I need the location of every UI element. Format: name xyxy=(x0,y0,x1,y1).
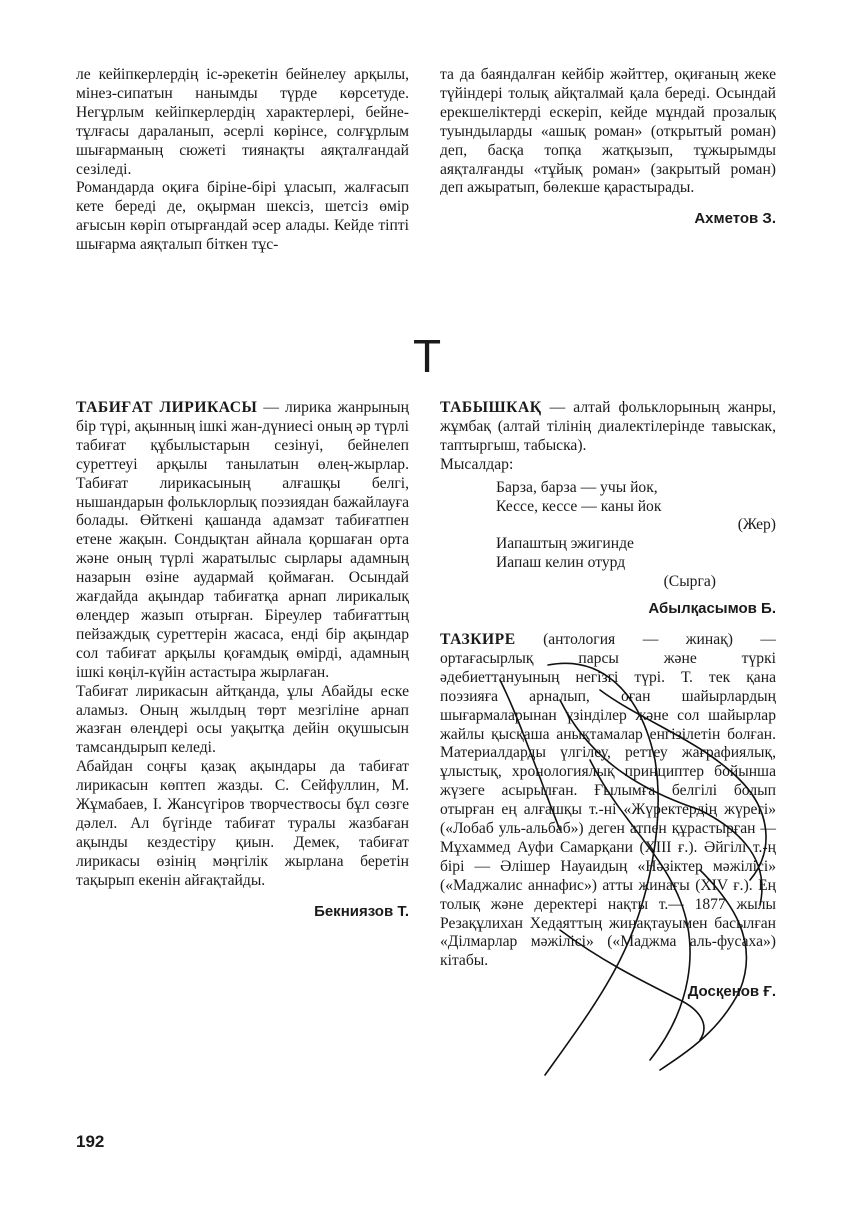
paragraph xyxy=(440,399,776,456)
right-lower-column xyxy=(440,399,776,1002)
entry-term: ТАЗКИРЕ xyxy=(440,630,516,648)
verse-block xyxy=(496,479,776,592)
verse-answer: (Сырга) xyxy=(663,573,716,591)
examples-label: Мысалдар: xyxy=(440,455,514,473)
paragraph: Абайдан соңғы қазақ ақындары да табиғат лирикасын көптеп жазды. С. Сейфуллин, М. Жұмабаев, І. Жансүгіров творчествосы бұл сөзге дәлел. Ал бүгінде табиғат туралы жазбаған ақынды кездестіру қиын. Демек, табиғат лирикасы өзінің мәңгілік жырлана беретін тақырып екенін айғақтайды. xyxy=(76,758,409,889)
paragraph: Табиғат лирикасын айтқанда, ұлы Абайды еске аламыз. Оның жылдың төрт мезгіліне арнап жазған өлеңдері осы уақытқа дейін оқушысын тамсандырып келеді. xyxy=(76,682,409,757)
entry-text: (антология — жинақ) — ортағасырлық парсы және түркі әдебиеттануының негізгі түрі. Т. тек қана поэзияға арналып, оған шайырлардың шығармаларынан үзінділер және сол шайырлар жайлы қысқаша анықтамалар енгізілетін болған. Материалдарды үлгілеу, реттеу жағрафиялық, ұлыстық, хронологиялық принциптер бойынша жүзеге асырылған. Ғылымға белгілі болып отырған ең алғашқы т.-ні «Жүректердің жүрегі» («Лобаб уль-альбаб») деген атпен құрастырған — Мұхаммед Ауфи Самарқани (ХІІІ ғ.). Әйгілі т.-ң бірі — Әлішер Науаидың «Нәзіктер мәжілісі» («Маджалис аннафис») атты жинағы (XIV ғ.). Ең толық және деректері нақты т.— 1877 жылы Резақұлихан Хедаяттың жинақтауымен басылған «Ділмарлар мәжілісі» («Маджма аль-фусаха») кітабы. xyxy=(440,630,776,970)
entry-term: ТАБИҒАТ ЛИРИКАСЫ xyxy=(76,399,258,416)
author-signature: Ахметов З. xyxy=(694,210,776,228)
section-letter: Т xyxy=(412,330,442,382)
verse-line: Иапаш келин отурд xyxy=(496,554,626,572)
entry-term: ТАБЫШКАҚ xyxy=(440,399,542,416)
paragraph: Романдарда оқиға біріне-бірі ұласып, жалғасып кете береді де, оқырман шексіз, шетсіз өмір ағысын көріп отырғандай әсер алады. Кейде тіпті шығарма аяқталып біткен тұс- xyxy=(76,179,409,254)
entry-text: — лирика жанрының бір түрі, ақынның ішкі жан-дүниесі оның әр түрлі табиғат құбылыстарын сезінуі, бейнелеп суреттеуі арқылы танылатын өлең-жырлар. Табиғат лирикасының алғашқы белгі, нышандарын фольклорлық поэзиядан бажайлауға болады. Өйткені қашанда адамзат табиғатпен етене жақын. Сондықтан айнала қоршаған орта және оның түрлі жаратылыс сырлары адамның назарын өзіне аудармай қоймаған. Осындай жағдайда ақындар табиғатқа арнап лирикалық өлеңдер жазып отырған. Біреулер табиғаттың пейзаждық суреттерін жасаса, енді бір ақындар сол табиғат арқылы қоғамдық өмірді, адамның ішкі көңіл-күйін астастыра жырлаған. xyxy=(76,399,409,681)
verse-answer: (Жер) xyxy=(737,516,776,534)
top-right-column xyxy=(440,66,776,229)
paragraph: та да баяндалған кейбір жәйттер, оқиғаның жеке түйіндері толық айқталмай қала береді. Осындай ерекшеліктерді ескеріп, кейде мұндай прозалық туындыларды «ашық роман» (открытый роман) деп, басқа топқа жатқызып, тұжырымды аяқталғанды «тұйық роман» (закрытый роман) деп ажыратып, бөлекше қарастырады. xyxy=(440,66,776,197)
top-left-column xyxy=(76,66,409,255)
verse-line: Кессе, кессе — каны йок xyxy=(496,497,662,515)
entry-tabigat-lirikasy xyxy=(76,399,409,921)
verse-line: Иапаштың эжигинде xyxy=(496,535,634,553)
paragraph: ле кейіпкерлердің іс-әрекетін бейнелеу арқылы, мінез-сипатын нанымды түрде көрсетуде. Негұрлым кейіпкерлердің характерлері, бейне-тұлғасы дараланып, әсерлі көрінсе, солғұрлым шығарманың сюжеті тиянақты аяқталғандай сезіледі. xyxy=(76,66,409,178)
page-number: 192 xyxy=(76,1132,105,1151)
paragraph xyxy=(440,631,776,971)
paragraph xyxy=(76,399,409,683)
entry-text: — алтай фольклорының жанры, жұмбақ (алтай тілінің диалектілерінде тавыскак, таптыргыш, табыска). xyxy=(440,399,776,454)
entry-tabyshkak xyxy=(440,399,776,619)
author-signature: Абылқасымов Б. xyxy=(648,600,776,618)
author-signature: Бекниязов Т. xyxy=(314,902,409,920)
author-signature: Досқенов Ғ. xyxy=(687,983,776,1001)
verse-line: Барза, барза — учы йок, xyxy=(496,478,658,496)
entry-tazkire xyxy=(440,631,776,1002)
